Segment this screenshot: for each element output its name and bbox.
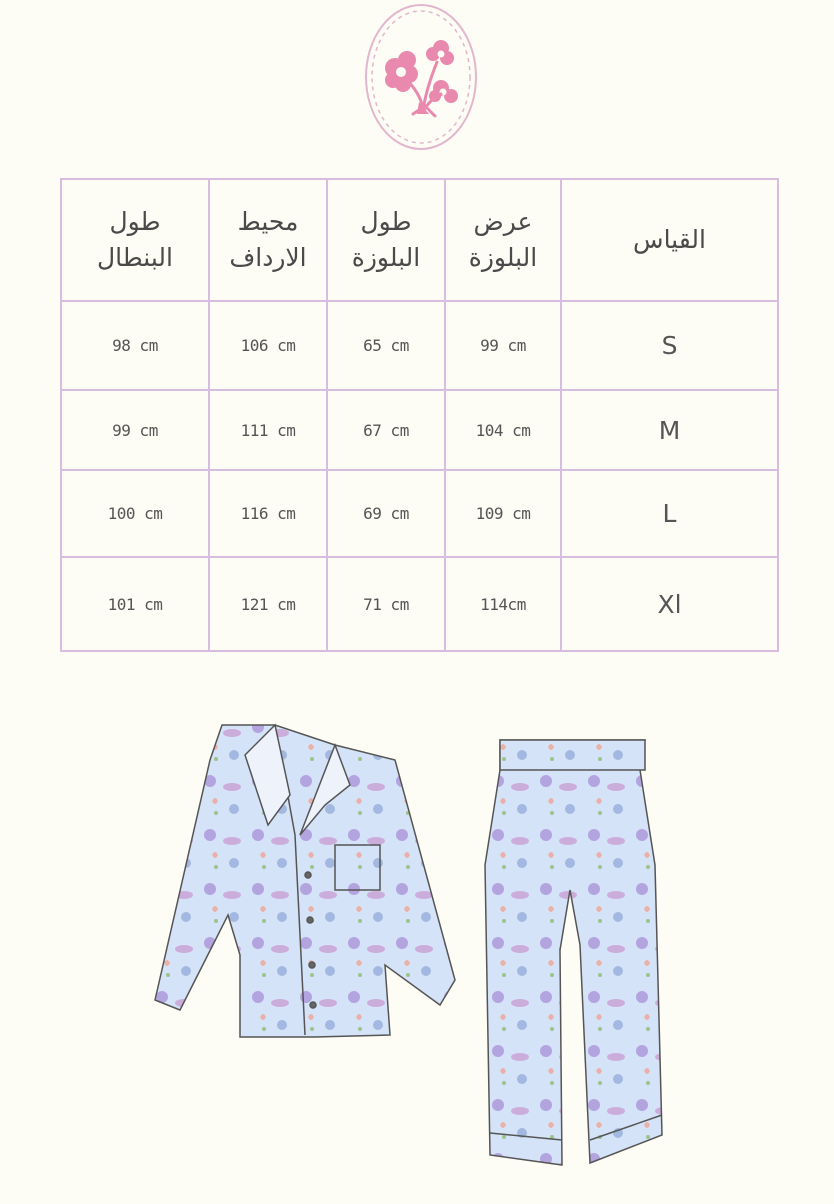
hip-circumference-value: 111 cm	[240, 420, 296, 440]
pajama-pants	[485, 740, 662, 1165]
size-chart-table	[60, 178, 779, 652]
size-label: M	[658, 415, 681, 445]
pants-length-value: 99 cm	[112, 420, 158, 440]
size-label: S	[661, 331, 678, 360]
blouse-length-value: 67 cm	[363, 420, 409, 440]
header-blouse-width: عرض البلوزة	[445, 179, 561, 301]
pants-length-value: 101 cm	[107, 594, 163, 614]
header-hip-circumference: محيط الارداف	[209, 179, 327, 301]
size-label: L	[662, 499, 677, 528]
hip-circumference-value: 121 cm	[240, 594, 296, 614]
floral-logo	[363, 2, 479, 152]
table-row	[61, 470, 778, 557]
table-row	[61, 390, 778, 470]
hip-circumference-value: 116 cm	[240, 504, 296, 523]
table-row	[61, 301, 778, 390]
header-size: القياس	[561, 179, 778, 301]
pajama-set-illustration	[150, 715, 670, 1175]
hip-circumference-value: 106 cm	[240, 336, 296, 355]
pajama-shirt	[155, 725, 455, 1037]
table-header-row	[61, 179, 778, 301]
blouse-width-value: 104 cm	[475, 420, 531, 440]
blouse-width-value: 99 cm	[480, 336, 526, 355]
blouse-length-value: 65 cm	[363, 336, 409, 355]
blouse-width-value: 109 cm	[475, 504, 531, 523]
blouse-length-value: 71 cm	[363, 594, 409, 614]
size-label: Xl	[657, 589, 682, 619]
blouse-width-value: 114cm	[480, 594, 526, 614]
pants-length-value: 100 cm	[107, 504, 163, 523]
header-pants-length: طول البنطال	[61, 179, 209, 301]
header-blouse-length: طول البلوزة	[327, 179, 445, 301]
blouse-length-value: 69 cm	[363, 504, 409, 523]
table-row	[61, 557, 778, 651]
pants-length-value: 98 cm	[112, 336, 158, 355]
